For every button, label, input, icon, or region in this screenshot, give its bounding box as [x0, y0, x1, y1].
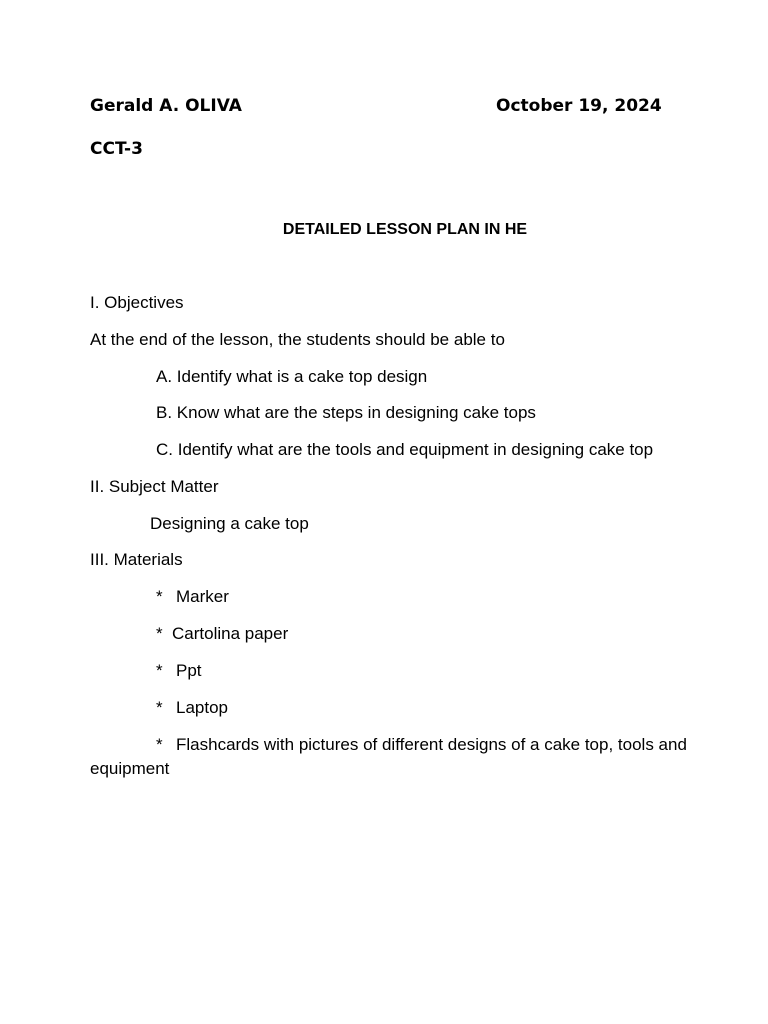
material-item-label: Ppt [176, 661, 202, 680]
material-item [156, 624, 288, 644]
bullet-marker: * [156, 735, 163, 754]
subject-matter-heading: II. Subject Matter [90, 477, 219, 496]
material-item [90, 733, 690, 781]
bullet-marker: * [156, 624, 163, 643]
objective-item: A. Identify what is a cake top design [156, 367, 428, 386]
material-item-label: Marker [176, 587, 229, 606]
objective-item: C. Identify what are the tools and equipment in designing cake top [156, 440, 654, 459]
subject-matter-text: Designing a cake top [150, 514, 309, 533]
bullet-marker: * [156, 587, 163, 606]
objective-item: B. Know what are the steps in designing cake tops [156, 403, 536, 422]
bullet-marker: * [156, 661, 163, 680]
objectives-intro: At the end of the lesson, the students should be able to [90, 330, 505, 349]
material-item [156, 698, 228, 718]
material-item [156, 587, 229, 607]
objectives-heading: I. Objectives [90, 293, 184, 312]
document-date: October 19, 2024 [496, 96, 662, 116]
material-item [156, 661, 202, 681]
author-name: Gerald A. OLIVA [90, 96, 242, 116]
bullet-marker: * [156, 698, 163, 717]
class-code: CCT-3 [90, 139, 143, 159]
material-item-label: Flashcards with pictures of different designs of a cake top, tools and equipment [90, 735, 687, 778]
material-item-label: Cartolina paper [172, 624, 289, 643]
material-item-label: Laptop [176, 698, 228, 717]
materials-heading: III. Materials [90, 550, 183, 569]
document-title: DETAILED LESSON PLAN IN HE [282, 221, 528, 238]
